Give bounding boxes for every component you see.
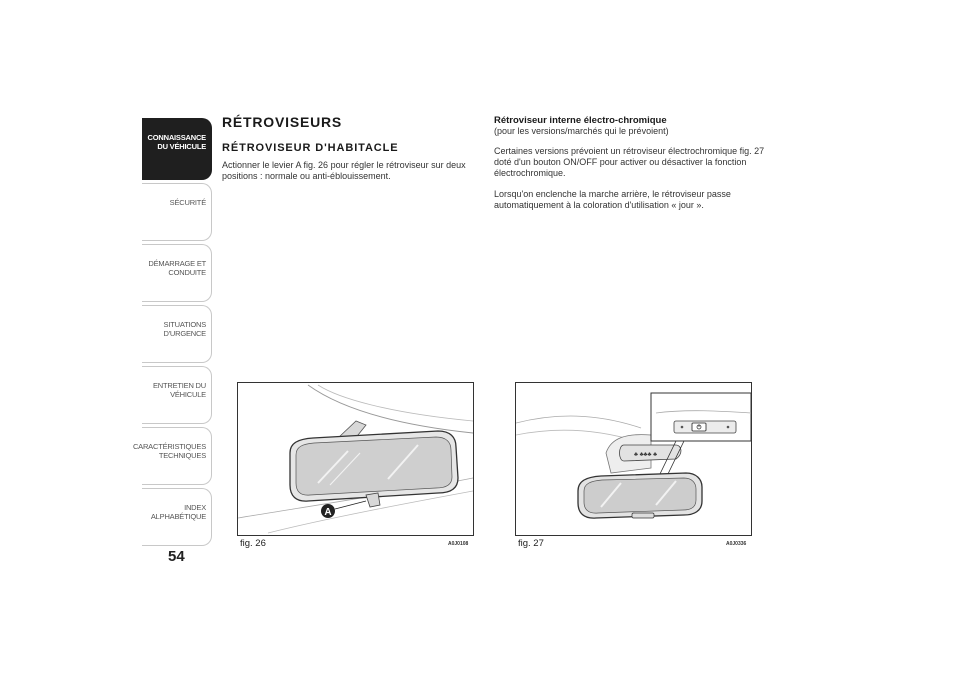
tab-index-alphabetique[interactable]: INDEX ALPHABÉTIQUE <box>142 488 212 546</box>
section-subtitle: RÉTROVISEUR D'HABITACLE <box>222 142 399 154</box>
figure-27-caption: fig. 27 <box>518 538 544 549</box>
tab-demarrage-et-conduite[interactable]: DÉMARRAGE ET CONDUITE <box>142 244 212 302</box>
right-subtitle: (pour les versions/marchés qui le prévoient) <box>494 126 669 136</box>
left-paragraph: Actionner le levier A fig. 26 pour régler le rétroviseur sur deux positions : normale ou anti-éblouissement. <box>222 160 466 181</box>
right-title: Rétroviseur interne électro-chromique <box>494 115 667 126</box>
figure-26-code: A0J0108 <box>448 541 469 547</box>
tab-situations-d-urgence[interactable]: SITUATIONS D'URGENCE <box>142 305 212 363</box>
section-title: RÉTROVISEURS <box>222 114 343 130</box>
electrochromic-mirror-illustration <box>516 383 751 535</box>
right-paragraph-2: Lorsqu'on enclenche la marche arrière, le rétroviseur passe automatiquement à la coloration d'utilisation « jour ». <box>494 189 731 210</box>
rear-view-mirror-illustration <box>238 383 473 535</box>
page-number: 54 <box>168 548 185 565</box>
right-paragraph-1: Certaines versions prévoient un rétroviseur électrochromique fig. 27 doté d'un bouton ON/OFF pour activer ou désactiver la fonction électrochromique. <box>494 146 765 178</box>
tab-entretien-du-vehicule[interactable]: ENTRETIEN DU VÉHICULE <box>142 366 212 424</box>
chapter-tabs <box>132 118 212 549</box>
figure-26-caption: fig. 26 <box>240 538 266 549</box>
figure-27 <box>515 382 752 536</box>
tab-caracteristiques-techniques[interactable]: CARACTÉRISTIQUES TECHNIQUES <box>142 427 212 485</box>
tab-connaissance-du-vehicule[interactable]: CONNAISSANCE DU VÉHICULE <box>142 118 212 180</box>
figure-27-code: A0J0336 <box>726 541 747 547</box>
callout-a-label: A <box>324 507 332 518</box>
svg-text:♣ ♣♣♣ ♣: ♣ ♣♣♣ ♣ <box>634 452 658 458</box>
tab-securite[interactable]: SÉCURITÉ <box>142 183 212 241</box>
figure-26 <box>237 382 474 536</box>
